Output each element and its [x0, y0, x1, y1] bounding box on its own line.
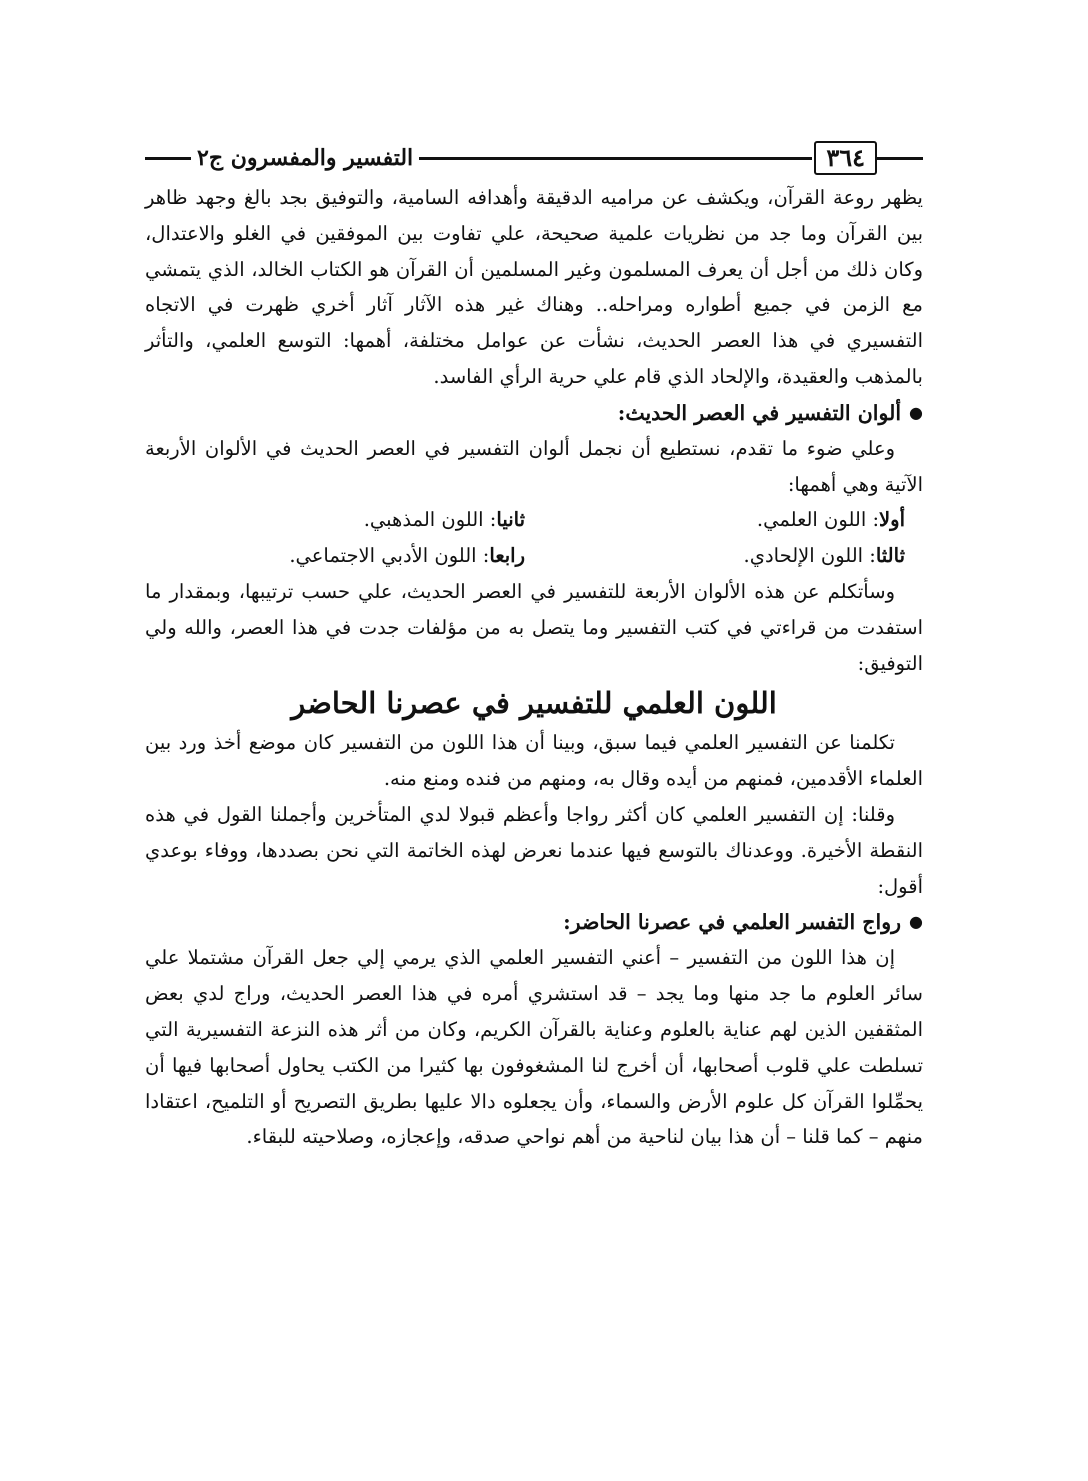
subheading-popularity: [145, 904, 923, 940]
colors-list: [145, 502, 923, 574]
paragraph-6: إن هذا اللون من التفسير – أعني التفسير العلمي الذي يرمي إلي جعل القرآن مشتملا علي سائر العلوم ما جد منها وما يجد – قد استشري أمره في هذا العصر الحديث، وراج لدي بعض المثقفين الذين لهم عناية بالعلوم وعناية بالقرآن الكريم، وكان من أثر هذه النزعة التفسيرية التي تسلطت علي قلوب أصحابها، أن أخرج لنا المشغوفون بها كثيرا من الكتب يحاول أصحابها فيها أن يحمِّلوا القرآن كل علوم الأرض والسماء، وأن يجعلوه دالا عليها بطريق التصريح أو التلميح، اعتقادا منهم – كما قلنا – أن هذا بيان لناحية من أهم نواحي صدقه، وإعجازه، وصلاحيته للبقاء.: [145, 946, 923, 1149]
paragraph-3: وسأتكلم عن هذه الألوان الأربعة للتفسير في العصر الحديث، علي حسب ترتيبها، وبمقدار ما استفدت من قراءتي في كتب التفسير وما يتصل به من مؤلفات جدت في هذا العصر، والله ولي التوفيق:: [145, 579, 923, 675]
color-item-text: : اللون الإلحادي.: [743, 544, 876, 568]
page-number: ٣٦٤: [814, 141, 877, 175]
paragraph-4: تكلمنا عن التفسير العلمي فيما سبق، وبينا أن هذا اللون من التفسير كان موضع أخذ ورد بين العلماء الأقدمين، فمنهم من أيده وقال به، ومنهم من فنده ومنع منه.: [145, 731, 923, 791]
header-rule-middle: [419, 157, 812, 160]
paragraph-2: وعلي ضوء ما تقدم، نستطيع أن نجمل ألوان التفسير في العصر الحديث في الألوان الأربعة الآتية وهي أهمها:: [145, 436, 923, 496]
color-item-2: [145, 502, 525, 538]
page-header: [145, 138, 923, 178]
color-item-label: ثالثا: [875, 544, 905, 568]
bullet-icon: ●: [909, 402, 923, 422]
color-item-label: ثانيا: [496, 508, 525, 532]
paragraph-5: وقلنا: إن التفسير العلمي كان أكثر رواجا وأعظم قبولا لدي المتأخرين وأجملنا القول في هذه النقطة الأخيرة. ووعدناك بالتوسع فيها عندما نعرض لهذه الخاتمة التي نحن بصددها، ووفاء بوعدي أقول:: [145, 802, 923, 898]
running-title: التفسير والمفسرون ج٢: [197, 145, 414, 171]
color-item-4: [145, 538, 525, 574]
color-item-text: : اللون المذهبي.: [363, 508, 497, 532]
header-rule-left: [145, 157, 191, 160]
color-item-label: رابعا: [489, 544, 525, 568]
color-item-text: : اللون العلمي.: [756, 508, 880, 532]
color-item-3: [525, 538, 905, 574]
header-rule-right: [877, 157, 923, 160]
bullet-icon: ●: [909, 912, 923, 932]
subheading-colors: [145, 395, 923, 431]
section-heading: اللون العلمي للتفسير في عصرنا الحاضر: [291, 686, 777, 721]
paragraph-1: يظهر روعة القرآن، ويكشف عن مراميه الدقيقة وأهدافه السامية، والتوفيق بجد بالغ وجهد ظاهر بين القرآن وما جد من نظريات علمية صحيحة، علي تفاوت بين الموفقين في الغلو والاعتدال، وكان ذلك من أجل أن يعرف المسلمون وغير المسلمين أن القرآن هو الكتاب الخالد، الذي يتمشي مع الزمن في جميع أطواره ومراحله.. وهناك غير هذه الآثار آثار أخري ظهرت في الاتجاه التفسيري في هذا العصر الحديث، نشأت عن عوامل مختلفة، أهمها: التوسع العلمي، والتأثر بالمذهب والعقيدة، والإلحاد الذي قام علي حرية الرأي الفاسد.: [145, 186, 923, 388]
color-item-1: [525, 502, 905, 538]
color-item-label: أولا: [879, 508, 905, 532]
color-item-text: : اللون الأدبي الاجتماعي.: [289, 544, 490, 568]
subheading-popularity-text: رواج التفسر العلمي في عصرنا الحاضر:: [563, 910, 902, 935]
subheading-colors-text: ألوان التفسير في العصر الحديث:: [617, 400, 902, 425]
page-body: [145, 180, 923, 1155]
